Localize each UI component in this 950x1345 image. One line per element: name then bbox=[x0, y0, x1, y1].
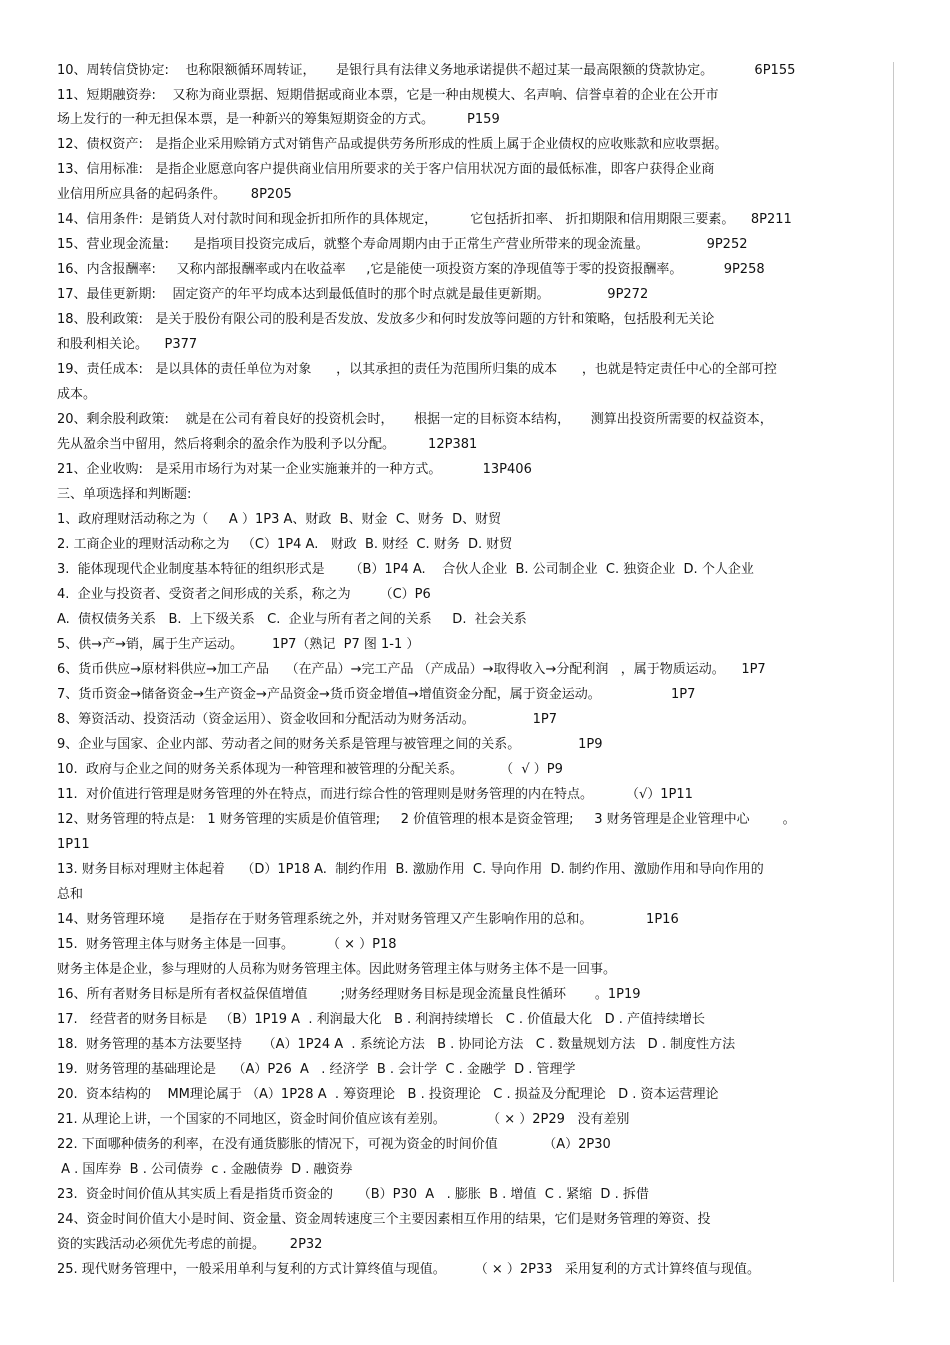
section-heading: 三、单项选择和判断题: bbox=[57, 487, 192, 502]
text-line: 总和 bbox=[57, 887, 84, 902]
text-line: 15. 财务管理主体与财务主体是一回事。 （ × ）P18 bbox=[57, 937, 397, 952]
text-line: 19. 财务管理的基础理论是 （A）P26 A . 经济学 B . 会计学 C . 金融学 D . 管理学 bbox=[57, 1062, 576, 1077]
text-line: 9、企业与国家、企业内部、劳动者之间的财务关系是管理与被管理之间的关系。 1P9 bbox=[57, 737, 603, 752]
text-line: A . 国库券 B . 公司债券 c . 金融债券 D . 融资券 bbox=[57, 1162, 353, 1177]
text-line: 资的实践活动必须优先考虑的前提。 2P32 bbox=[57, 1237, 323, 1252]
text-line: 17、最佳更新期: 固定资产的年平均成本达到最低值时的那个时点就是最佳更新期。 9P272 bbox=[57, 287, 649, 302]
text-line: 11、短期融资券: 又称为商业票据、短期借据或商业本票，它是一种由规模大、名声响、信誉卓着的企业在公开市 bbox=[57, 88, 719, 103]
text-line: 5、供→产→销，属于生产运动。 1P7（熟记 P7 图 1-1 ） bbox=[57, 637, 420, 652]
text-line: 13、信用标准: 是指企业愿意向客户提供商业信用所要求的关于客户信用状况方面的最低标准，即客户获得企业商 bbox=[57, 162, 715, 177]
text-line: 20. 资本结构的 MM理论属于 （A）1P28 A . 筹资理论 B . 投资理论 C . 损益及分配理论 D . 资本运营理论 bbox=[57, 1087, 719, 1102]
text-line: 1P11 bbox=[57, 837, 90, 852]
text-line: 场上发行的一种无担保本票，是一种新兴的筹集短期资金的方式。 P159 bbox=[57, 112, 500, 127]
text-line: 17. 经营者的财务目标是 （B）1P19 A . 利润最大化 B . 利润持续增长 C . 价值最大化 D . 产值持续增长 bbox=[57, 1012, 705, 1027]
text-line: 23. 资金时间价值从其实质上看是指货币资金的 （B）P30 A . 膨胀 B . 增值 C . 紧缩 D . 拆借 bbox=[57, 1187, 649, 1202]
text-line: 6、货币供应→原材料供应→加工产品 （在产品）→完工产品 （产成品）→取得收入→分配利润 ，属于物质运动。 1P7 bbox=[57, 662, 766, 677]
right-margin-rule bbox=[893, 62, 894, 1282]
text-line: 10、周转信贷协定: 也称限额循环周转证， 是银行具有法律义务地承诺提供不超过某一最高限额的贷款协定。 6P155 bbox=[57, 63, 796, 78]
text-line: 14、信用条件: 是销货人对付款时间和现金折扣所作的具体规定， 它包括折扣率、 折扣期限和信用期限三要素。 8P211 bbox=[57, 212, 792, 227]
text-line: 2. 工商企业的理财活动称之为 （C）1P4 A. 财政 B. 财经 C. 财务 D. 财贸 bbox=[57, 537, 513, 552]
text-line: 25. 现代财务管理中，一般采用单利与复利的方式计算终值与现值。 （ × ）2P33 采用复利的方式计算终值与现值。 bbox=[57, 1262, 760, 1277]
text-line: 18. 财务管理的基本方法要坚持 （A）1P24 A . 系统论方法 B . 协同论方法 C . 数量规划方法 D . 制度性方法 bbox=[57, 1037, 736, 1052]
text-line: 15、营业现金流量: 是指项目投资完成后，就整个寿命周期内由于正常生产营业所带来的现金流量。 9P252 bbox=[57, 237, 748, 252]
text-line: 财务主体是企业，参与理财的人员称为财务管理主体。因此财务管理主体与财务主体不是一回事。 bbox=[57, 962, 617, 977]
text-line: 业信用所应具备的起码条件。 8P205 bbox=[57, 187, 292, 202]
text-line: 16、所有者财务目标是所有者权益保值增值 ;财务经理财务目标是现金流量良性循环 。1P19 bbox=[57, 987, 641, 1002]
text-line: 20、剩余股利政策: 就是在公司有着良好的投资机会时， 根据一定的目标资本结构， 测算出投资所需要的权益资本， bbox=[57, 412, 773, 427]
text-line: 18、股利政策: 是关于股份有限公司的股利是否发放、发放多少和何时发放等问题的方针和策略，包括股利无关论 bbox=[57, 312, 715, 327]
text-line: 14、财务管理环境 是指存在于财务管理系统之外，并对财务管理又产生影响作用的总和。 1P16 bbox=[57, 912, 679, 927]
text-line: 3. 能体现现代企业制度基本特征的组织形式是 （B）1P4 A. 合伙人企业 B. 公司制企业 C. 独资企业 D. 个人企业 bbox=[57, 562, 754, 577]
text-line: 24、资金时间价值大小是时间、资金量、资金周转速度三个主要因素相互作用的结果，它们是财务管理的筹资、投 bbox=[57, 1212, 711, 1227]
text-line: 11. 对价值进行管理是财务管理的外在特点，而进行综合性的管理则是财务管理的内在特点。 （√）1P11 bbox=[57, 787, 693, 802]
text-line: 19、责任成本: 是以具体的责任单位为对象 ，以其承担的责任为范围所归集的成本 ，也就是特定责任中心的全部可控 bbox=[57, 362, 777, 377]
text-line: A. 债权债务关系 B. 上下级关系 C. 企业与所有者之间的关系 D. 社会关系 bbox=[57, 612, 527, 627]
text-line: 和股利相关论。 P377 bbox=[57, 337, 198, 352]
text-line: 12、财务管理的特点是: 1 财务管理的实质是价值管理; 2 价值管理的根本是资金管理; 3 财务管理是企业管理中心 。 bbox=[57, 812, 796, 827]
text-line: 7、货币资金→储备资金→生产资金→产品资金→货币资金增值→增值资金分配，属于资金运动。 1P7 bbox=[57, 687, 696, 702]
text-line: 13. 财务目标对理财主体起着 （D）1P18 A. 制约作用 B. 激励作用 C. 导向作用 D. 制约作用、激励作用和导向作用的 bbox=[57, 862, 764, 877]
text-line: 21、企业收购: 是采用市场行为对某一企业实施兼并的一种方式。 13P406 bbox=[57, 462, 532, 477]
text-line: 1、政府理财活动称之为（ A ）1P3 A、财政 B、财金 C、财务 D、财贸 bbox=[57, 512, 502, 527]
text-line: 8、筹资活动、投资活动（资金运用）、资金收回和分配活动为财务活动。 1P7 bbox=[57, 712, 558, 727]
text-line: 4. 企业与投资者、受资者之间形成的关系，称之为 （C）P6 bbox=[57, 587, 431, 602]
text-line: 成本。 bbox=[57, 387, 97, 402]
text-line: 先从盈余当中留用，然后将剩余的盈余作为股利予以分配。 12P381 bbox=[57, 437, 478, 452]
text-line: 21. 从理论上讲，一个国家的不同地区，资金时间价值应该有差别。 （ × ）2P29 没有差别 bbox=[57, 1112, 630, 1127]
text-line: 10. 政府与企业之间的财务关系体现为一种管理和被管理的分配关系。 （ √ ）P9 bbox=[57, 762, 563, 777]
text-line: 22. 下面哪种债务的利率，在没有通货膨胀的情况下，可视为资金的时间价值 （A）2P30 bbox=[57, 1137, 611, 1152]
text-line: 16、内含报酬率: 又称内部报酬率或内在收益率 ,它是能使一项投资方案的净现值等于零的投资报酬率。 9P258 bbox=[57, 262, 765, 277]
text-line: 12、债权资产: 是指企业采用赊销方式对销售产品或提供劳务所形成的性质上属于企业债权的应收账款和应收票据。 bbox=[57, 137, 728, 152]
